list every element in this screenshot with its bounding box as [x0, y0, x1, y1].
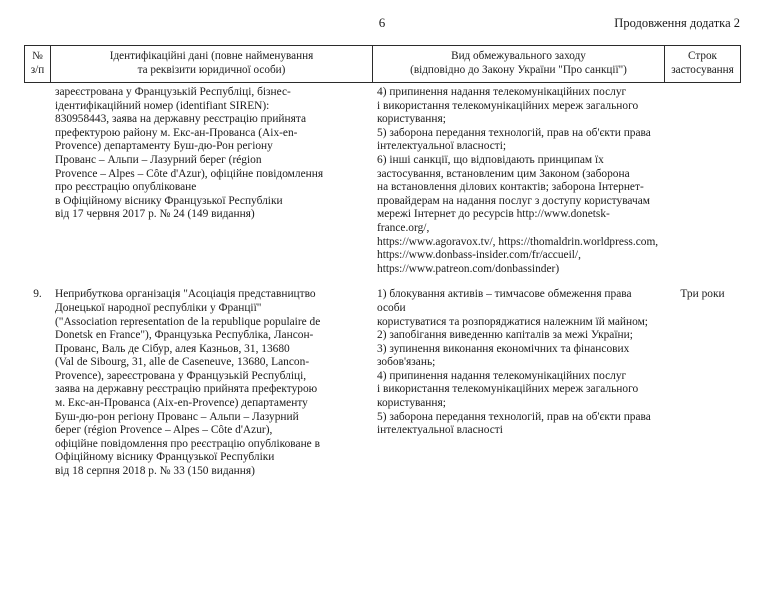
column-header-number-line2: з/п: [30, 63, 45, 76]
measure-item: [377, 370, 660, 411]
measures-text: [377, 288, 660, 438]
identification-text: [55, 86, 368, 222]
text-line: 4) припинення надання телекомунікаційних послуг: [377, 86, 627, 98]
cell-measures: [373, 285, 665, 478]
table-row: [25, 285, 741, 478]
row-gap-cell: [51, 276, 373, 285]
text-line: користування;: [377, 397, 446, 410]
row-gap-cell: [665, 276, 741, 285]
text-line: зареєстрована у Французькій Республіці, бізнес-: [55, 86, 291, 98]
measure-item: [377, 127, 660, 154]
cell-term: [665, 83, 741, 277]
text-line: https://www.donbass-insider.com/fr/accueil/,: [377, 249, 581, 262]
column-header-number: [25, 46, 51, 83]
page-header: [24, 14, 740, 32]
measure-item: [377, 288, 660, 329]
row-gap-cell: [373, 276, 665, 285]
sanctions-table: [24, 45, 741, 479]
page-number: 6: [378, 15, 386, 30]
text-line: ідентифікаційний номер (identifiant SIREN):: [55, 99, 270, 112]
text-line: Неприбуткова організація "Асоціація представництво: [55, 288, 316, 301]
text-line: користування;: [377, 113, 446, 126]
text-line: Прованс – Альпи – Лазурний берег (région: [55, 153, 262, 166]
text-line: Provence) департаменту Буш-дю-Рон регіону: [55, 140, 273, 153]
text-line: про реєстрацію опубліковане: [55, 181, 197, 194]
text-line: Provence), зареєстрована у Французькій Республіці,: [55, 369, 307, 382]
column-header-term-line2: застосування: [671, 63, 734, 76]
text-line: Provence – Alpes – Côte d'Azur), офіційне повідомлення: [55, 167, 324, 180]
text-line: і використання телекомунікаційних мереж загального: [377, 383, 639, 396]
column-header-identification-line2: та реквізити юридичної особи): [137, 63, 286, 76]
column-header-measure-line2: (відповідно до Закону України "Про санкції"): [410, 63, 627, 76]
cell-measures: [373, 83, 665, 277]
text-line: 4) припинення надання телекомунікаційних послуг: [377, 369, 627, 382]
measure-item: [377, 329, 660, 343]
table-row: [25, 83, 741, 277]
text-line: інтелектуальної власності: [377, 424, 503, 437]
text-line: застосування, встановленим цим Законом (заборона: [377, 167, 630, 180]
column-header-term-line1: Строк: [688, 50, 717, 62]
row-gap-cell: [25, 276, 51, 285]
text-line: 5) заборона передання технологій, прав на об'єкти права: [377, 126, 651, 139]
table-body: [25, 83, 741, 479]
text-line: (Val de Sibourg, 31, alle de Caseneuve, 13680, Lancon-: [55, 356, 310, 369]
cell-row-number: 9.: [33, 288, 42, 301]
text-line: користуватися та розпоряджатися належним їй майном;: [377, 315, 648, 328]
cell-term: Три роки: [680, 288, 725, 301]
text-line: 3) зупинення виконання економічних та фінансових: [377, 342, 630, 355]
column-header-number-line1: №: [32, 50, 43, 62]
text-line: берег (région Provence – Alpes – Côte d'Azur),: [55, 424, 273, 437]
text-line: 2) запобігання виведенню капіталів за межі України;: [377, 329, 633, 342]
text-line: Donetsk en France"), Французька Республіка, Лансон-: [55, 329, 314, 342]
text-line: https://www.patreon.com/donbassinder): [377, 262, 560, 275]
text-line: заява на державну реєстрацію прийнята префектурою: [55, 383, 318, 396]
text-line: від 17 червня 2017 р. № 24 (149 видання): [55, 208, 255, 221]
identification-text: [55, 288, 368, 478]
measure-item: [377, 86, 660, 127]
text-line: 6) інші санкції, що відповідають принципам їх: [377, 153, 604, 166]
text-line: м. Екс-ан-Прованса (Aix-en-Provence) департаменту: [55, 397, 308, 410]
text-line: провайдерам на надання послуг з доступу користувачам: [377, 194, 651, 207]
column-header-term: [665, 46, 741, 83]
column-header-measure-line1: Вид обмежувального заходу: [451, 50, 586, 62]
text-line: зобов'язань;: [377, 356, 436, 369]
row-gap: [25, 276, 741, 285]
text-line: офіційне повідомлення про реєстрацію опубліковане в: [55, 437, 320, 450]
column-header-identification-line1: Ідентифікаційні дані (повне найменування: [109, 50, 314, 62]
cell-identification: [51, 285, 373, 478]
text-line: Донецької народної республіки у Франції": [55, 301, 262, 314]
cell-identification: [51, 83, 373, 277]
text-line: https://www.agoravox.tv/, https://thomaldrin.worldpress.com,: [377, 235, 659, 248]
text-line: мережі Інтернет до ресурсів http://www.donetsk-france.org/,: [377, 208, 610, 234]
text-line: на встановлення ділових контактів; заборона Інтернет-: [377, 181, 644, 194]
text-line: інтелектуальної власності;: [377, 140, 507, 153]
measure-item: [377, 343, 660, 370]
text-line: Буш-дю-рон регіону Прованс – Альпи – Лазурний: [55, 410, 299, 423]
column-header-measure: [373, 46, 665, 83]
text-line: 830958443, заява на державну реєстрацію прийнята: [55, 113, 307, 126]
cell-row-number: [25, 83, 51, 277]
text-line: і використання телекомунікаційних мереж загального: [377, 99, 639, 112]
text-line: в Офіційному віснику Французької Республіки: [55, 194, 283, 207]
table-header-row: [25, 46, 741, 83]
text-line: від 18 серпня 2018 р. № 33 (150 видання): [55, 465, 255, 478]
text-line: ("Association representation de la republique populaire de: [55, 315, 321, 328]
column-header-identification: [51, 46, 373, 83]
text-line: префектурою району м. Екс-ан-Прованса (Aix-en-: [55, 126, 298, 139]
appendix-continuation-note: Продовження додатка 2: [614, 16, 740, 30]
text-line: 5) заборона передання технологій, прав на об'єкти права: [377, 410, 651, 423]
text-line: 1) блокування активів – тимчасове обмеження права особи: [377, 288, 632, 314]
text-line: Офіційному віснику Французької Республіки: [55, 451, 275, 464]
measures-text: [377, 86, 660, 276]
measure-item: [377, 154, 660, 276]
text-line: Прованс, Валь де Сібур, алея Казньов, 31, 13680: [55, 342, 290, 355]
measure-item: [377, 411, 660, 438]
